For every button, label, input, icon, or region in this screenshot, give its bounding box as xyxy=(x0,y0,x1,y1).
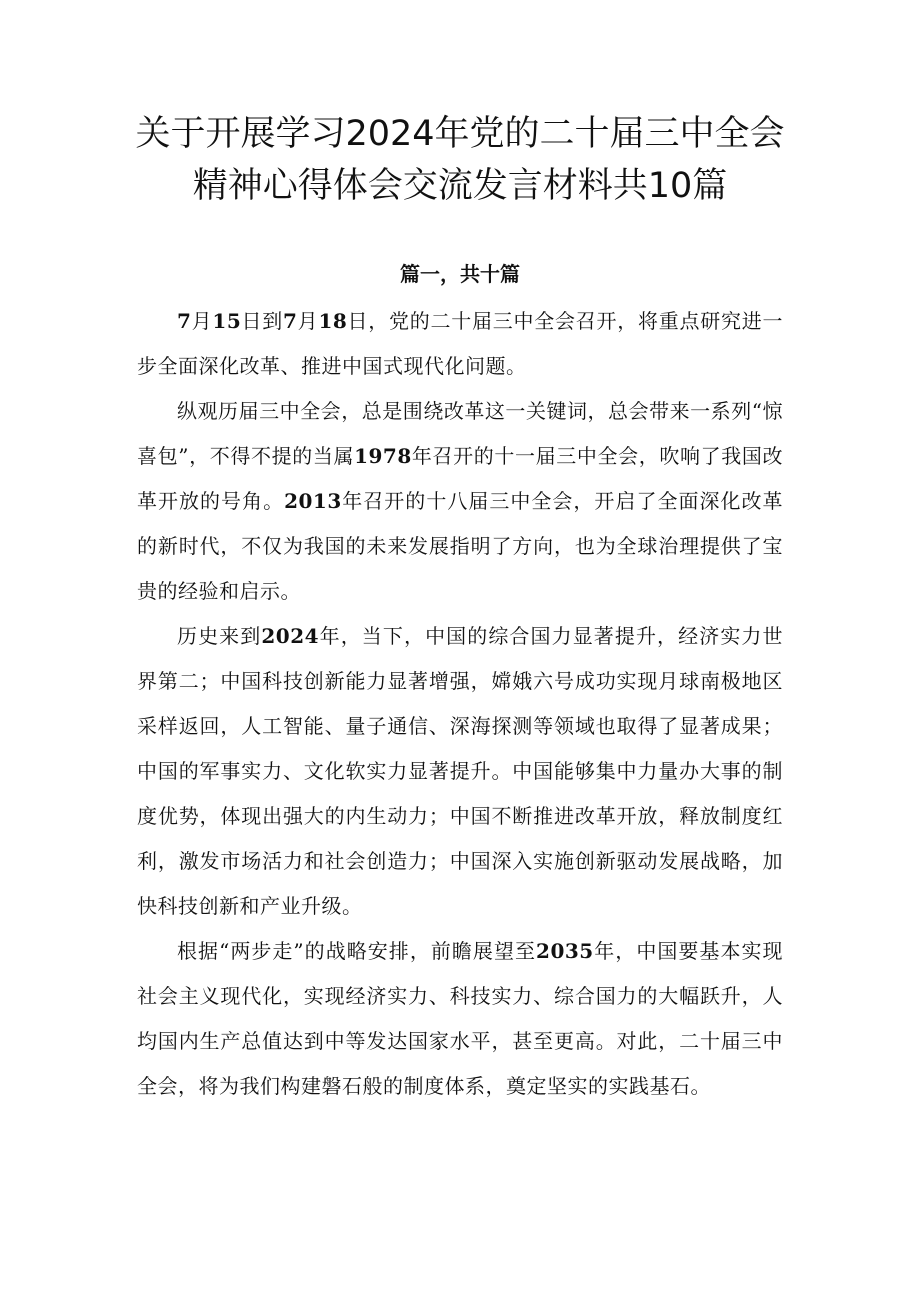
title-line-2: 精神心得体会交流发言材料共10篇 xyxy=(192,166,728,206)
paragraph-2: 纵观历届三中全会，总是围绕改革这一关键词，总会带来一系列“惊喜包”，不得不提的当属1978年召开的十一届三中全会，吹响了我国改革开放的号角。2013年召开的十八届三中全会，开启了全面深化改革的新时代，不仅为我国的未来发展指明了方向，也为全球治理提供了宝贵的经验和启示。 xyxy=(137,399,784,603)
title-line-1: 关于开展学习2024年党的二十届三中全会 xyxy=(135,114,785,154)
paragraph-1: 7月15日到7月18日，党的二十届三中全会召开，将重点研究进一步全面深化改革、推进中国式现代化问题。 xyxy=(137,309,784,378)
paragraph-3: 历史来到2024年，当下，中国的综合国力显著提升，经济实力世界第二；中国科技创新能力显著增强，嫦娥六号成功实现月球南极地区采样返回，人工智能、量子通信、深海探测等领域也取得了显著成果；中国的军事实力、文化软实力显著提升。中国能够集中力量办大事的制度优势，体现出强大的内生动力；中国不断推进改革开放，释放制度红利，激发市场活力和社会创造力；中国深入实施创新驱动发展战略，加快科技创新和产业升级。 xyxy=(137,624,784,918)
document-body xyxy=(137,299,783,1109)
section-heading: 篇一，共十篇 xyxy=(400,262,520,286)
document-title xyxy=(110,108,810,212)
paragraph-4: 根据“两步走”的战略安排，前瞻展望至2035年，中国要基本实现社会主义现代化，实现经济实力、科技实力、综合国力的大幅跃升，人均国内生产总值达到中等发达国家水平，甚至更高。对此，二十届三中全会，将为我们构建磐石般的制度体系，奠定坚实的实践基石。 xyxy=(137,939,784,1098)
